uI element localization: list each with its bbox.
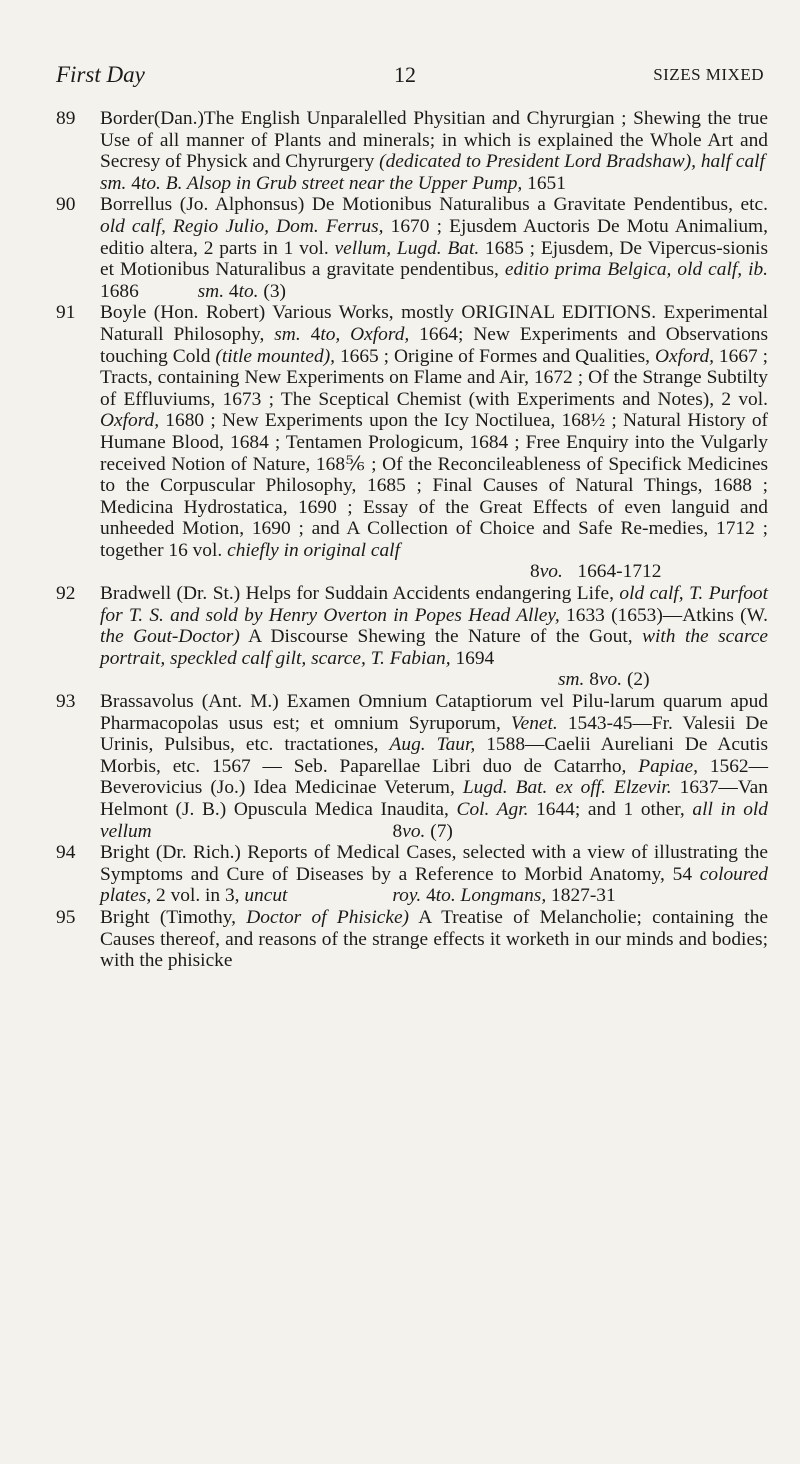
catalogue-entry (56, 302, 768, 583)
page-number: 12 (394, 62, 416, 87)
entry-description: Bright (Dr. Rich.) Reports of Medical Cases, selected with a view of illustrating the Symptoms and Cure of Diseases by a Reference to Morbid Anatomy, 54 coloured plates, 2 vol. in 3, uncut roy. 4to. Longmans, 1827-31 (100, 842, 768, 907)
catalogue-entry (56, 842, 768, 907)
entry-description: Border(Dan.)The English Unparalelled Physitian and Chyrurgian ; Shewing the true Use of all manner of Plants and minerals; in which is explained the Whole Art and Secresy of Physick and Chyrurgery (dedicated to President Lord Bradshaw), half calf sm. 4to. B. Alsop in Grub street near the Upper Pump, 1651 (100, 108, 768, 194)
catalogue-entry (56, 583, 768, 691)
lot-number: 89 (56, 108, 76, 129)
catalogue-entry (56, 108, 768, 194)
catalogue-entry (56, 691, 768, 842)
catalogue-entry (56, 194, 768, 302)
running-head-right: SIZES MIXED (653, 65, 764, 84)
entry-description: Bright (Timothy, Doctor of Phisicke) A Treatise of Melancholie; containing the Causes thereof, and reasons of the strange effects it worketh in our minds and bodies; with the phisicke (100, 906, 768, 972)
catalogue-entry (56, 907, 768, 972)
lot-number: 95 (56, 906, 76, 928)
lot-number: 90 (56, 194, 76, 216)
entry-description: Brassavolus (Ant. M.) Examen Omnium Cataptiorum vel Pilu-larum quarum apud Pharmacopolas usus est; et omnium Syruporum, Venet. 1543-45—Fr. Valesii De Urinis, Pulsibus, etc. tractationes, Aug. Taur, 1588—Caelii Aureliani De Acutis Morbis, etc. 1567 — Seb. Paparellae Libri duo de Catarrho, Papiae, 1562—Beverovicius (Jo.) Idea Medicinae Veterum, Lugd. Bat. ex off. Elzevir. 1637—Van Helmont (J. B.) Opuscula Medica Inaudita, Col. Agr. 1644; and 1 other, all in old vellum 8vo. (7) (100, 691, 769, 842)
lot-number: 94 (56, 842, 76, 864)
lot-number: 93 (56, 691, 76, 713)
lot-number: 91 (56, 302, 76, 324)
entry-description: Borrellus (Jo. Alphonsus) De Motionibus Naturalibus a Gravitate Pendentibus, etc. old calf, Regio Julio, Dom. Ferrus, 1670 ; Ejusdem Auctoris De Motu Animalium, editio altera, 2 parts in 1 vol. vellum, Lugd. Bat. 1685 ; Ejusdem, De Vipercus-sionis et Motionibus Naturalibus a gravitate pendentibus, editio prima Belgica, old calf, ib. 1686 sm. 4to. (3) (100, 194, 768, 302)
catalogue-entries (56, 108, 768, 972)
lot-number: 92 (56, 583, 76, 605)
page-header (56, 62, 764, 92)
running-head-left: First Day (56, 62, 145, 87)
entry-description: Boyle (Hon. Robert) Various Works, mostly ORIGINAL EDITIONS. Experimental Naturall Philosophy, sm. 4to, Oxford, 1664; New Experiments and Observations touching Cold (title mounted), 1665 ; Origine of Formes and Qualities, Oxford, 1667 ; Tracts, containing New Experiments on Flame and Air, 1672 ; Of the Strange Subtilty of Effluviums, 1673 ; The Sceptical Chemist (with Experiments and Notes), 2 vol. Oxford, 1680 ; New Experiments upon the Icy Noctiluea, 168½ ; Natural History of Humane Blood, 1684 ; Tentamen Prologicum, 1684 ; Free Enquiry into the Vulgarly received Notion of Nature, 168⅚ ; Of the Reconcileableness of Specifick Medicines to the Corpuscular Philosophy, 1685 ; Final Causes of Natural Things, 1688 ; Medicina Hydrostatica, 1690 ; Essay of the Great Effects of even languid and unheeded Motion, 1690 ; and A Collection of Choice and Safe Re-medies, 1712 ; together 16 vol. chiefly in original calf 8vo. 1664-1712 (100, 302, 769, 583)
entry-description: Bradwell (Dr. St.) Helps for Suddain Accidents endangering Life, old calf, T. Purfoot for T. S. and sold by Henry Overton in Popes Head Alley, 1633 (1653)—Atkins (W. the Gout-Doctor) A Discourse Shewing the Nature of the Gout, with the scarce portrait, speckled calf gilt, scarce, T. Fabian, 1694 sm. 8vo. (2) (100, 583, 768, 691)
